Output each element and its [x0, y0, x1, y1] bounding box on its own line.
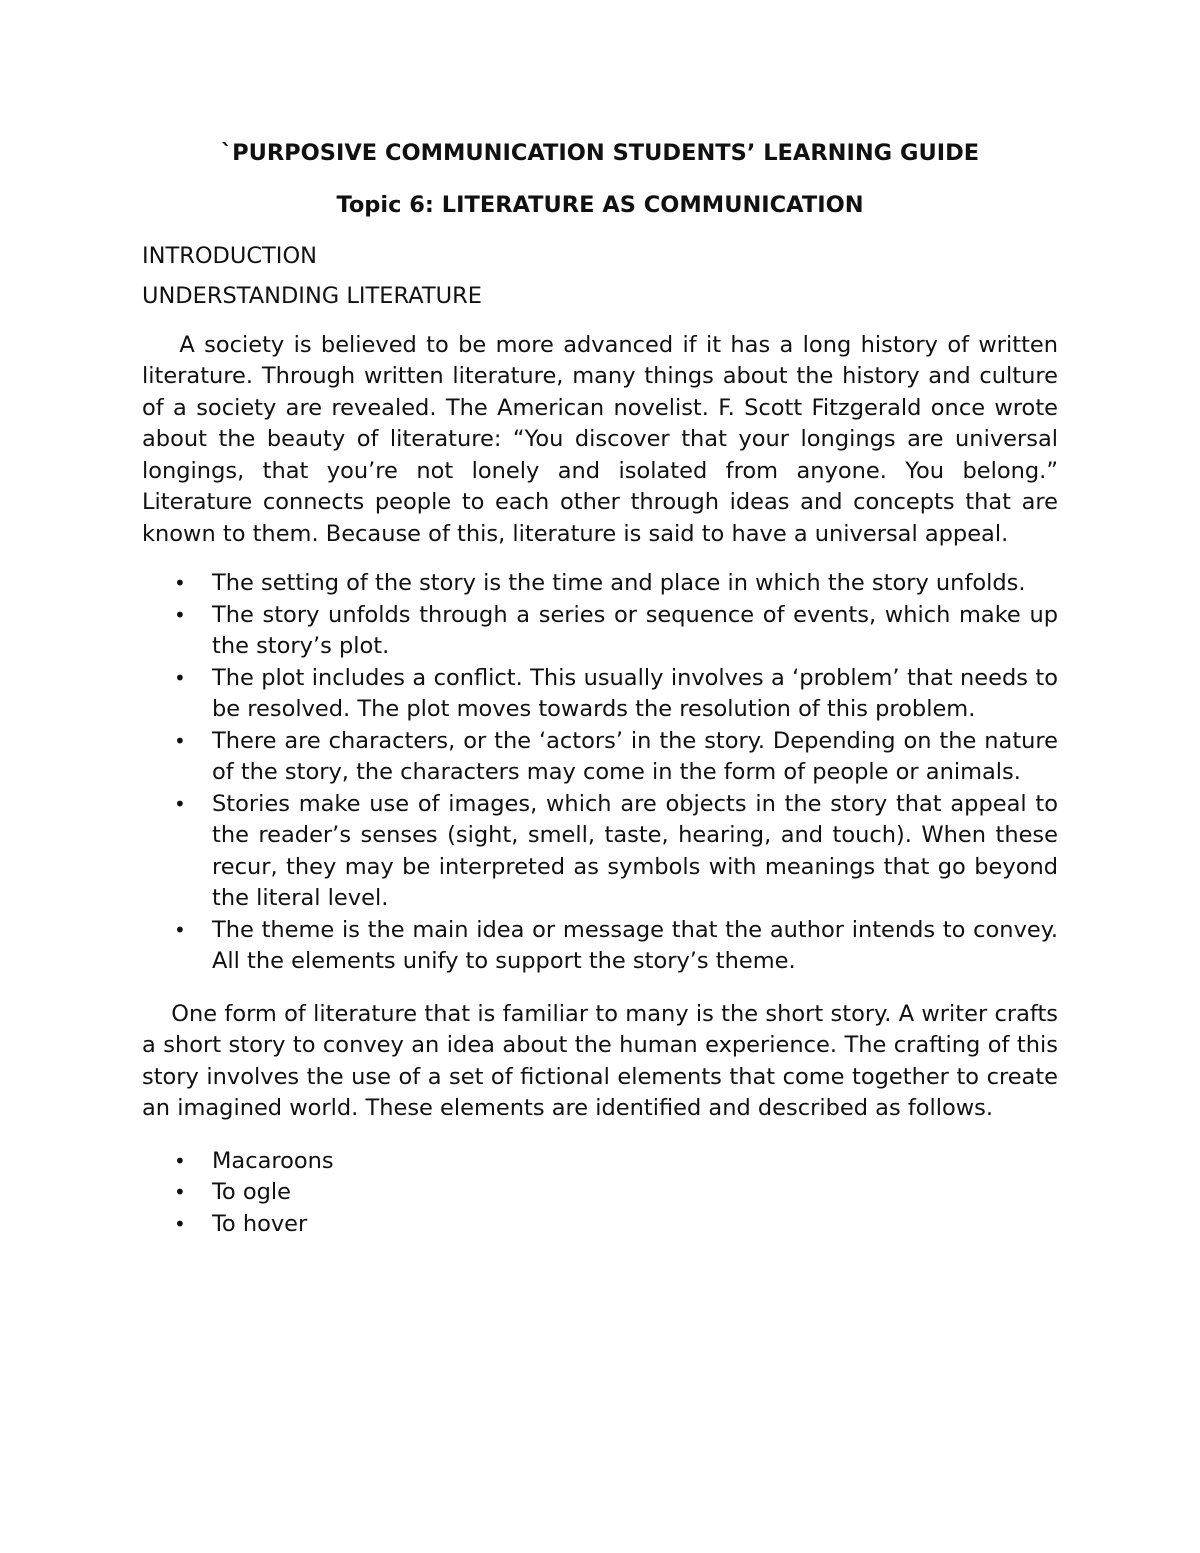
list-item: [142, 915, 1058, 978]
document-page: [142, 138, 1058, 1240]
list-item-text: Macaroons: [212, 1147, 334, 1174]
list-item: [142, 663, 1058, 726]
section-heading-understanding-literature: UNDERSTANDING LITERATURE: [142, 283, 482, 309]
paragraph-intro: [142, 330, 1058, 551]
list-item-text: There are characters, or the ‘actors’ in the story. Depending on the nature of the story, the characters may come in the form of people or animals.: [212, 727, 1058, 785]
story-elements-list: [142, 568, 1058, 978]
paragraph-short-story-text: One form of literature that is familiar to many is the short story. A writer crafts a short story to convey an idea about the human experience. The crafting of this story involves the use of a set of fictional elements that come together to create an imagined world. These elements are identified and described as follows.: [142, 1000, 1059, 1121]
list-item-text: Stories make use of images, which are objects in the story that appeal to the reader’s senses (sight, smell, taste, hearing, and touch). When these recur, they may be interpreted as symbols with meanings that go beyond the literal level.: [212, 790, 1058, 911]
list-item-text: The plot includes a conflict. This usually involves a ‘problem’ that needs to be resolved. The plot moves towards the resolution of this problem.: [212, 664, 1058, 722]
bullet-icon: •: [174, 917, 186, 942]
list-item: [142, 726, 1058, 789]
topic-heading: Topic 6: LITERATURE AS COMMUNICATION: [336, 192, 864, 218]
bullet-icon: •: [174, 1148, 186, 1173]
list-item-text: The setting of the story is the time and place in which the story unfolds.: [212, 570, 1026, 596]
list-item: [142, 789, 1058, 915]
list-item-text: To hover: [212, 1210, 308, 1237]
list-item: [142, 1177, 1058, 1209]
list-item: [142, 600, 1058, 663]
bullet-icon: •: [174, 665, 186, 690]
list-item: [142, 1209, 1058, 1241]
list-item-text: The story unfolds through a series or sequence of events, which make up the story’s plot.: [212, 601, 1058, 659]
bullet-icon: •: [174, 791, 186, 816]
bullet-icon: •: [174, 1180, 186, 1204]
bullet-icon: •: [174, 1211, 186, 1236]
list-item-text: The theme is the main idea or message that the author intends to convey. All the elements unify to support the story’s theme.: [212, 916, 1058, 974]
list-item-text: To ogle: [212, 1179, 291, 1205]
bullet-icon: •: [174, 571, 186, 595]
bullet-icon: •: [174, 728, 186, 753]
paragraph-intro-text: A society is believed to be more advanced if it has a long history of written literature. Through written literature, many things about the history and culture of a society are revealed. The American novelist. F. Scott Fitzgerald once wrote about the beauty of literature: “You discover that your longings are universal longings, that you’re not lonely and isolated from anyone. You belong.” Literature connects people to each other through ideas and concepts that are known to them. Because of this, literature is said to have a universal appeal.: [142, 331, 1059, 547]
paragraph-short-story: [142, 999, 1058, 1125]
bullet-icon: •: [174, 602, 186, 627]
list-item: [142, 568, 1058, 600]
document-title: `PURPOSIVE COMMUNICATION STUDENTS’ LEARNING GUIDE: [220, 140, 980, 166]
vocabulary-list: [142, 1146, 1058, 1241]
list-item: [142, 1146, 1058, 1178]
section-heading-introduction: INTRODUCTION: [142, 242, 317, 269]
